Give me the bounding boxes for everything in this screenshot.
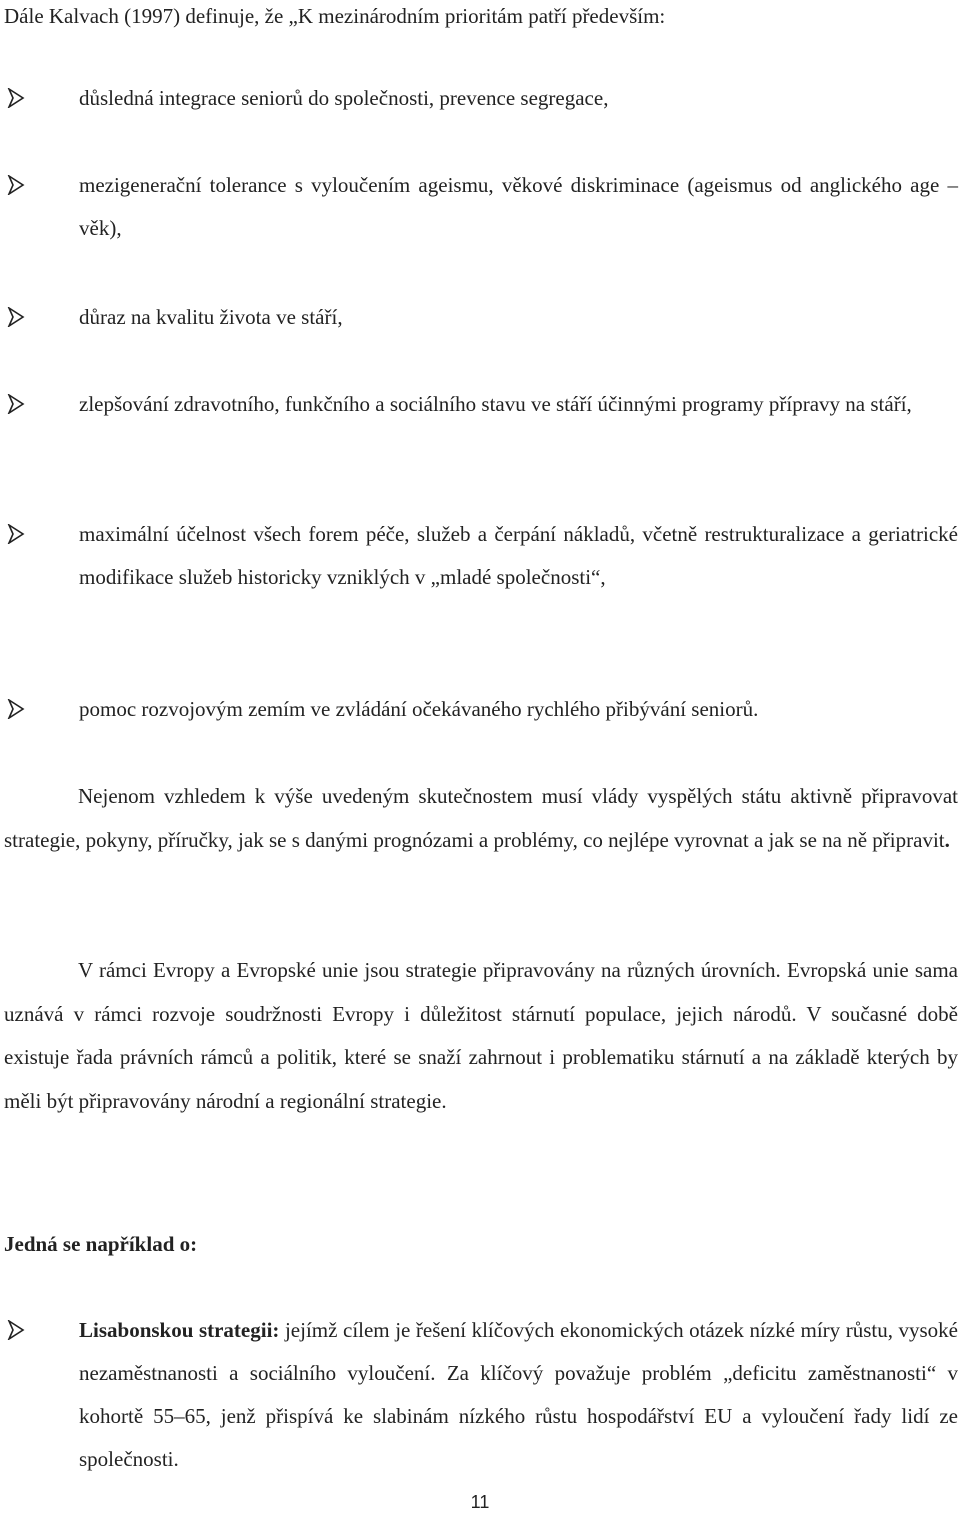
list-item: důsledná integrace seniorů do společnosti, prevence segregace,	[79, 86, 609, 110]
arrow-bullet-icon	[6, 307, 46, 329]
arrow-bullet-icon	[6, 394, 46, 416]
paragraph-text: Nejenom vzhledem k výše uvedeným skutečnostem musí vlády vyspělých státu aktivně připravovat strategie, pokyny, příručky, jak se s danými prognózami a problémy, co nejlépe vyrovnat a jak se na ně připravit	[4, 784, 958, 852]
list-item: maximální účelnost všech forem péče, služeb a čerpání nákladů, včetně restrukturalizace a geriatrické modifikace služeb historicky vzniklých v „mladé společnosti“,	[79, 522, 958, 589]
paragraph-end-mark: .	[944, 827, 950, 852]
list-item	[79, 1309, 958, 1481]
list-item: zlepšování zdravotního, funkčního a sociálního stavu ve stáří účinnými programy přípravy na stáří,	[79, 392, 912, 416]
arrow-bullet-icon	[6, 699, 46, 721]
list-item-text: jejímž cílem je řešení klíčových ekonomických otázek nízké míry růstu, vysoké nezaměstnanosti a sociálního vyloučení. Za klíčový považuje problém „deficitu zaměstnanosti“ v kohortě 55–65, jenž přispívá ke slabinám nízkého růstu hospodářství EU a vyloučení řady lidí ze společnosti.	[79, 1318, 958, 1471]
arrow-bullet-icon	[6, 175, 46, 197]
paragraph: V rámci Evropy a Evropské unie jsou strategie připravovány na různých úrovních. Evropská unie sama uznává v rámci rozvoje soudržnosti Evropy i důležitost stárnutí populace, jejich národů. V současné době existuje řada právních rámců a politik, které se snaží zahrnout i problematiku stárnutí a na základě kterých by měli být připravovány národní a regionální strategie.	[4, 958, 958, 1113]
list-item: pomoc rozvojovým zemím ve zvládání očekávaného rychlého přibývání seniorů.	[79, 697, 759, 721]
arrow-bullet-icon	[6, 1320, 46, 1342]
arrow-bullet-icon	[6, 88, 46, 110]
intro-text: Dále Kalvach (1997) definuje, že „K mezinárodním prioritám patří především:	[4, 4, 666, 28]
list-item-bold-lead: Lisabonskou strategii:	[79, 1318, 280, 1342]
paragraph	[4, 775, 958, 862]
list-item: mezigenerační tolerance s vyloučením ageismu, věkové diskriminace (ageismus od anglického age – věk),	[79, 173, 958, 240]
list-item: důraz na kvalitu života ve stáří,	[79, 305, 343, 329]
arrow-bullet-icon	[6, 524, 46, 546]
section-heading: Jedná se například o:	[4, 1232, 198, 1256]
page-number: 11	[470, 1492, 490, 1512]
